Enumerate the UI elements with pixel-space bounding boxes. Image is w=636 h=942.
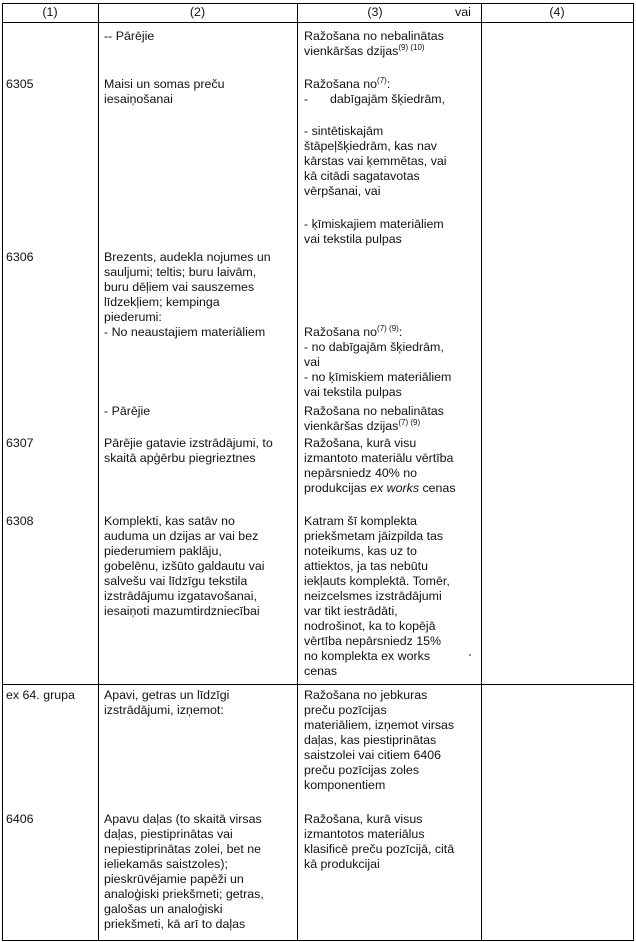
row-desc-line: līdzekļiem; kempinga <box>104 295 220 309</box>
row-desc-line: auduma un dzijas ar vai bez <box>104 529 259 543</box>
row-rule-line: vai tekstila pulpas <box>304 385 402 399</box>
row-desc-line: salvešu vai līdzīgu tekstila <box>104 574 248 588</box>
row-code: 6305 <box>6 77 34 91</box>
row-rule-line: vērpšanai, vai <box>304 184 381 198</box>
row-desc-line: galošas un analoģiski <box>104 902 223 916</box>
footnote-ref: (9) (10) <box>398 42 425 52</box>
row-desc-line: Komplekti, kas satāv no <box>104 514 235 528</box>
row-rule-line: - no ķīmiskiem materiāliem <box>304 370 452 384</box>
row-desc-line: gobelēnu, izšūto galdautu vai <box>104 559 265 573</box>
row-desc-line: piederumi: <box>104 310 162 324</box>
row-rule-line: - no dabīgajām šķiedrām, <box>304 340 444 354</box>
row-code: 6308 <box>6 514 34 528</box>
row-rule-line: komponentiem <box>304 778 386 792</box>
footnote-ref: (7) (9) <box>398 417 421 427</box>
row-rule-line: klasificē preču pozīcijā, citā <box>304 842 455 856</box>
header-divider <box>2 22 634 23</box>
row-desc-line: skaitā apģērbu piegrieztnes <box>104 451 256 465</box>
row-rule-line: - ķīmiskajiem materiāliem <box>304 217 444 231</box>
row-rule-line: priekšmetam jāizpilda tas <box>304 529 444 543</box>
row-desc-line: pieskrūvējamie papēži un <box>104 872 244 886</box>
scan-speck <box>469 654 471 656</box>
row-desc-line: daļas, piestiprinātas vai <box>104 827 233 841</box>
row-rule-line: iekļauts komplektā. Tomēr, <box>304 574 450 588</box>
column-divider-2 <box>297 3 298 941</box>
row-rule-line: vai <box>304 355 320 369</box>
column-header-2: (2) <box>189 5 206 19</box>
table-border-right <box>633 3 634 941</box>
row-rule-line: vienkāršas dzijas$^{(7) (9)}$ <box>304 417 421 433</box>
row-desc-line: izstrādājumi, izņemot: <box>104 703 224 717</box>
row-rule-line: neizcelsmes izstrādājumi <box>304 589 442 603</box>
row-rule-line: vienkāršas dzijas$^{(9) (10)}$ <box>304 42 425 58</box>
row-rule-line: preču pozīcijas <box>304 703 387 717</box>
row-rule-line: Ražošana no jebkuras <box>304 688 428 702</box>
row-rule-line: attiektos, ja tas nebūtu <box>304 559 428 573</box>
row-desc-line: iesaiņoti mazumtirdzniecībai <box>104 604 260 618</box>
row-desc-line: Apavi, getras un līdzīgi <box>104 688 230 702</box>
row-rule-line: kā produkcijai <box>304 857 380 871</box>
table-border-bottom <box>2 940 634 941</box>
row-divider <box>2 684 634 685</box>
column-divider-3 <box>481 3 482 941</box>
row-code: 6307 <box>6 436 34 450</box>
column-header-3-alt: vai <box>455 5 471 19</box>
row-code: 6306 <box>6 250 34 264</box>
row-desc-line: Maisi un somas preču <box>104 77 225 91</box>
row-desc-line: buru dēļiem vai sauszemes <box>104 280 255 294</box>
row-desc-line: iesaiņošanai <box>104 92 173 106</box>
row-rule-line: produkcijas ex works cenas <box>304 481 456 495</box>
row-rule-line: vērtība nepārsniedz 15% <box>304 634 442 648</box>
row-rule-line: kā citādi sagatavotas <box>304 169 420 183</box>
row-code: ex 64. grupa <box>6 688 75 702</box>
row-rule-line: dabīgajām šķiedrām, <box>330 92 446 106</box>
column-divider-1 <box>98 3 99 941</box>
row-rule-line: Ražošana no nebalinātas <box>304 29 444 43</box>
row-rule-line: no komplekta ex works <box>304 649 431 663</box>
row-desc-line: analoģiski priekšmeti; getras, <box>104 887 264 901</box>
footnote-ref: (7) (9) <box>377 323 399 333</box>
row-rule-line: noteikums, kas uz to <box>304 544 417 558</box>
table-border-top <box>2 3 634 4</box>
row-desc-line: Brezents, audekla nojumes un <box>104 250 271 264</box>
row-desc-line: -- Pārējie <box>104 29 155 43</box>
row-rule-line: nepārsniedz 40% no <box>304 466 417 480</box>
row-rule-line: izmantotos materiālus <box>304 827 425 841</box>
row-rule-line: nodrošinot, ka to kopējā <box>304 619 436 633</box>
row-rule-line: - sintētiskajām <box>304 124 384 138</box>
row-code: 6406 <box>6 812 34 826</box>
row-desc-line: piederumiem paklāju, <box>104 544 222 558</box>
row-rule-line: cenas <box>304 664 338 678</box>
row-rule-bullet: - <box>304 92 309 106</box>
row-rule-line: Ražošana, kurā visus <box>304 812 423 826</box>
row-desc-line: Pārējie gatavie izstrādājumi, to <box>104 436 273 450</box>
row-rule-line: štāpeļšķiedrām, kas nav <box>304 139 437 153</box>
row-rule-line: vai tekstila pulpas <box>304 232 402 246</box>
table-border-left <box>2 3 3 941</box>
column-header-1: (1) <box>42 5 58 19</box>
row-rule-line: Ražošana no nebalinātas <box>304 404 444 418</box>
row-rule-line: Ražošana $no^{(7)}$: <box>304 75 391 91</box>
row-desc-line: Apavu daļas (to skaitā virsas <box>104 812 262 826</box>
row-subdesc: - No neaustajiem materiāliem <box>104 325 266 339</box>
row-rule-line: Ražošana $no^{(7) (9)}$: <box>304 323 403 339</box>
row-subdesc: - Pārējie <box>104 404 151 418</box>
row-desc-line: priekšmeti, kā arī to daļas <box>104 917 246 931</box>
row-desc-line: ieliekamās saistzoles); <box>104 857 228 871</box>
row-rule-line: kārstas vai ķemmētas, vai <box>304 154 447 168</box>
row-desc-line: izstrādājumu izgatavošanai, <box>104 589 257 603</box>
row-rule-line: var tikt iestrādāti, <box>304 604 398 618</box>
row-rule-line: saistzolei vai citiem 6406 <box>304 748 442 762</box>
row-rule-line: daļas, kas piestiprinātas <box>304 733 437 747</box>
row-desc-line: sauljumi; teltis; buru laivām, <box>104 265 257 279</box>
row-rule-line: izmantoto materiālu vērtība <box>304 451 454 465</box>
row-rule-line: materiāliem, izņemot virsas <box>304 718 455 732</box>
column-header-4: (4) <box>549 5 565 19</box>
row-desc-line: nepiestiprinātas zolei, bet ne <box>104 842 262 856</box>
column-header-3: (3) <box>367 5 383 19</box>
row-rule-line: preču pozīcijas zoles <box>304 763 420 777</box>
row-rule-line: Katram šī komplekta <box>304 514 417 528</box>
footnote-ref: (7) <box>377 75 387 85</box>
row-rule-line: Ražošana, kurā visu <box>304 436 417 450</box>
